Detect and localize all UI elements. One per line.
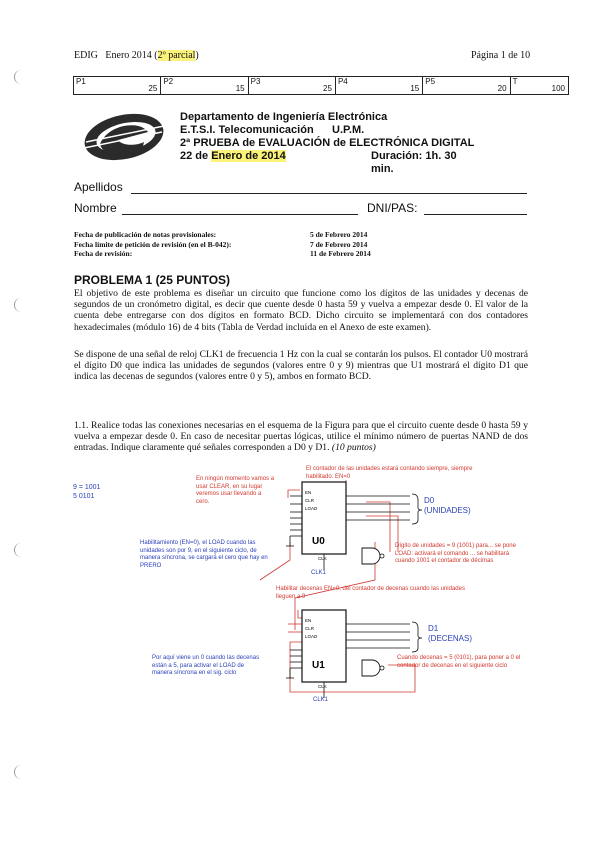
- dni-label: DNI/PAS:: [367, 201, 418, 215]
- course-code: EDIG: [74, 50, 98, 61]
- svg-text:CLK: CLK: [318, 556, 327, 561]
- svg-text:CLR: CLR: [305, 626, 315, 631]
- apellidos-label: Apellidos: [74, 180, 123, 194]
- school-name: E.T.S.I. Telecomunicación U.P.M.: [180, 124, 365, 136]
- nand-gate: [362, 548, 380, 564]
- margin-mark: [14, 765, 23, 779]
- d1-label: D1 (DECENAS): [428, 624, 473, 643]
- score-cell: P4 15: [335, 77, 422, 95]
- counter-u1: [302, 610, 346, 689]
- score-table: [73, 76, 569, 95]
- nombre-field[interactable]: [122, 214, 358, 215]
- note-nand0: Dígito de unidades = 9 (1001) para... se pone LOAD: activará el comando ... se habilitará cuando 1001 el contador de décimas: [395, 543, 516, 564]
- department-block: [180, 111, 475, 175]
- apellidos-field[interactable]: [131, 193, 527, 194]
- dates-block: Fecha de publicación de notas provisionales: 5 de Febrero 2014 Fecha límite de petición de revisión (en el B-042): 7 de Febrero 2014 Fecha de revisión: 11 de Febrero 2014: [74, 230, 371, 258]
- clk0-label: CLK1: [311, 570, 327, 576]
- exam-date: Enero 2014 (: [105, 50, 158, 61]
- problem-intro: El objetivo de este problema es diseñar un circuito que funcione como los dígitos de las unidades y decenas de segundos de un cronómetro digital, es decir que cuente desde 0 hasta 59 y vuelva a empezar desde 0. El valor de la cuenta debe entregarse con dos dígitos en formato BCD. Dicho circuito se implementará con dos contadores hexadecimales (módulo 16) de 4 bits (Tabla de Verdad incluida en el Anexo de este examen).: [74, 288, 528, 333]
- d0-label: D0 (UNIDADES): [424, 496, 471, 515]
- question-1-1: 1.1. Realice todas las conexiones necesarias en el esquema de la Figura para que el circuito cuente desde 0 hasta 59 y vuelva a empezar desde 0. En caso de necesitar puertas lógicas, utilice el mínimo número de puertas NAND de dos entradas. Indique claramente qué señales corresponden a D0 y D1. (10 puntos): [74, 420, 528, 454]
- nombre-label: Nombre: [74, 201, 117, 215]
- exam-duration: Duración: 1h. 30 min.: [371, 150, 457, 175]
- note-nand1: Cuando decenas = 5 (0101), para poner a 0 el contador de decenas en el siguiente ciclo: [397, 655, 521, 669]
- exam-title: 2ª PRUEBA de EVALUACIÓN de ELECTRÓNICA DIGITAL: [180, 137, 475, 149]
- note-load-decenas: Por aquí viene un 0 cuando las decenas están a 5, para activar el LOAD de manera síncrona en el sig. ciclo: [152, 655, 260, 676]
- score-cell: T 100: [510, 77, 568, 95]
- counter-u0: [302, 482, 346, 561]
- svg-text:LOAD: LOAD: [305, 634, 318, 639]
- parcial-label: 2º parcial: [157, 50, 196, 61]
- page-header: EDIG Enero 2014 (2º parcial): [74, 50, 199, 61]
- margin-mark: [14, 298, 23, 312]
- note-counter-enable: El contador de las unidades estará contando siempre, siempre habilitado. EN=0: [306, 466, 473, 480]
- exam-date-line: 22 de Enero de 2014 Duración: 1h. 30 min.: [180, 150, 474, 163]
- u0-label: U0: [312, 536, 325, 547]
- dni-field[interactable]: [424, 214, 527, 215]
- problem-signal: Se dispone de una señal de reloj CLK1 de frecuencia 1 Hz con la cual se contarán los pulsos. El contador U0 mostrará el dígito D0 que indica las unidades de segundos (valores entre 0 y 9) mientras que U1 mostrará el dígito D1 que indica las decenas de segundos (valores entre 0 y 5), ambos en formato BCD.: [74, 349, 528, 383]
- svg-text:CLK: CLK: [318, 684, 327, 689]
- svg-text:EN: EN: [305, 618, 312, 623]
- margin-mark: [14, 543, 23, 557]
- note-decenas-enable: Habilitar decenas EN=0, del contador de decenas cuando las unidades lleguen a 9: [276, 586, 465, 600]
- score-cell: P2 15: [161, 77, 248, 95]
- svg-text:LOAD: LOAD: [305, 506, 318, 511]
- department-name: Departamento de Ingeniería Electrónica: [180, 111, 388, 123]
- nand-gate: [362, 660, 380, 676]
- note-load: Habilitamiento (EN=0), el LOAD cuando las unidades son por 9, en el siguiente ciclo, de manera síncrona, se cargará el cero que hay en PRERO: [140, 540, 268, 569]
- score-cell: P3 25: [248, 77, 335, 95]
- svg-text:EN: EN: [305, 490, 312, 495]
- score-cell: P5 20: [423, 77, 510, 95]
- svg-text:CLR: CLR: [305, 498, 315, 503]
- u1-label: U1: [312, 660, 325, 671]
- university-logo: [78, 106, 170, 168]
- margin-mark: [14, 70, 23, 84]
- note-clear: En ningún momento vamos a usar CLEAR, en su lugar veremos usar llevando a cero.: [196, 476, 275, 505]
- note-codes: 9 = 1001 5 0101: [73, 484, 101, 500]
- score-cell: P1 25: [74, 77, 161, 95]
- page-number: Página 1 de 10: [471, 50, 531, 61]
- clk1-label: CLK1: [313, 697, 329, 703]
- problem-title: PROBLEMA 1 (25 PUNTOS): [74, 273, 231, 287]
